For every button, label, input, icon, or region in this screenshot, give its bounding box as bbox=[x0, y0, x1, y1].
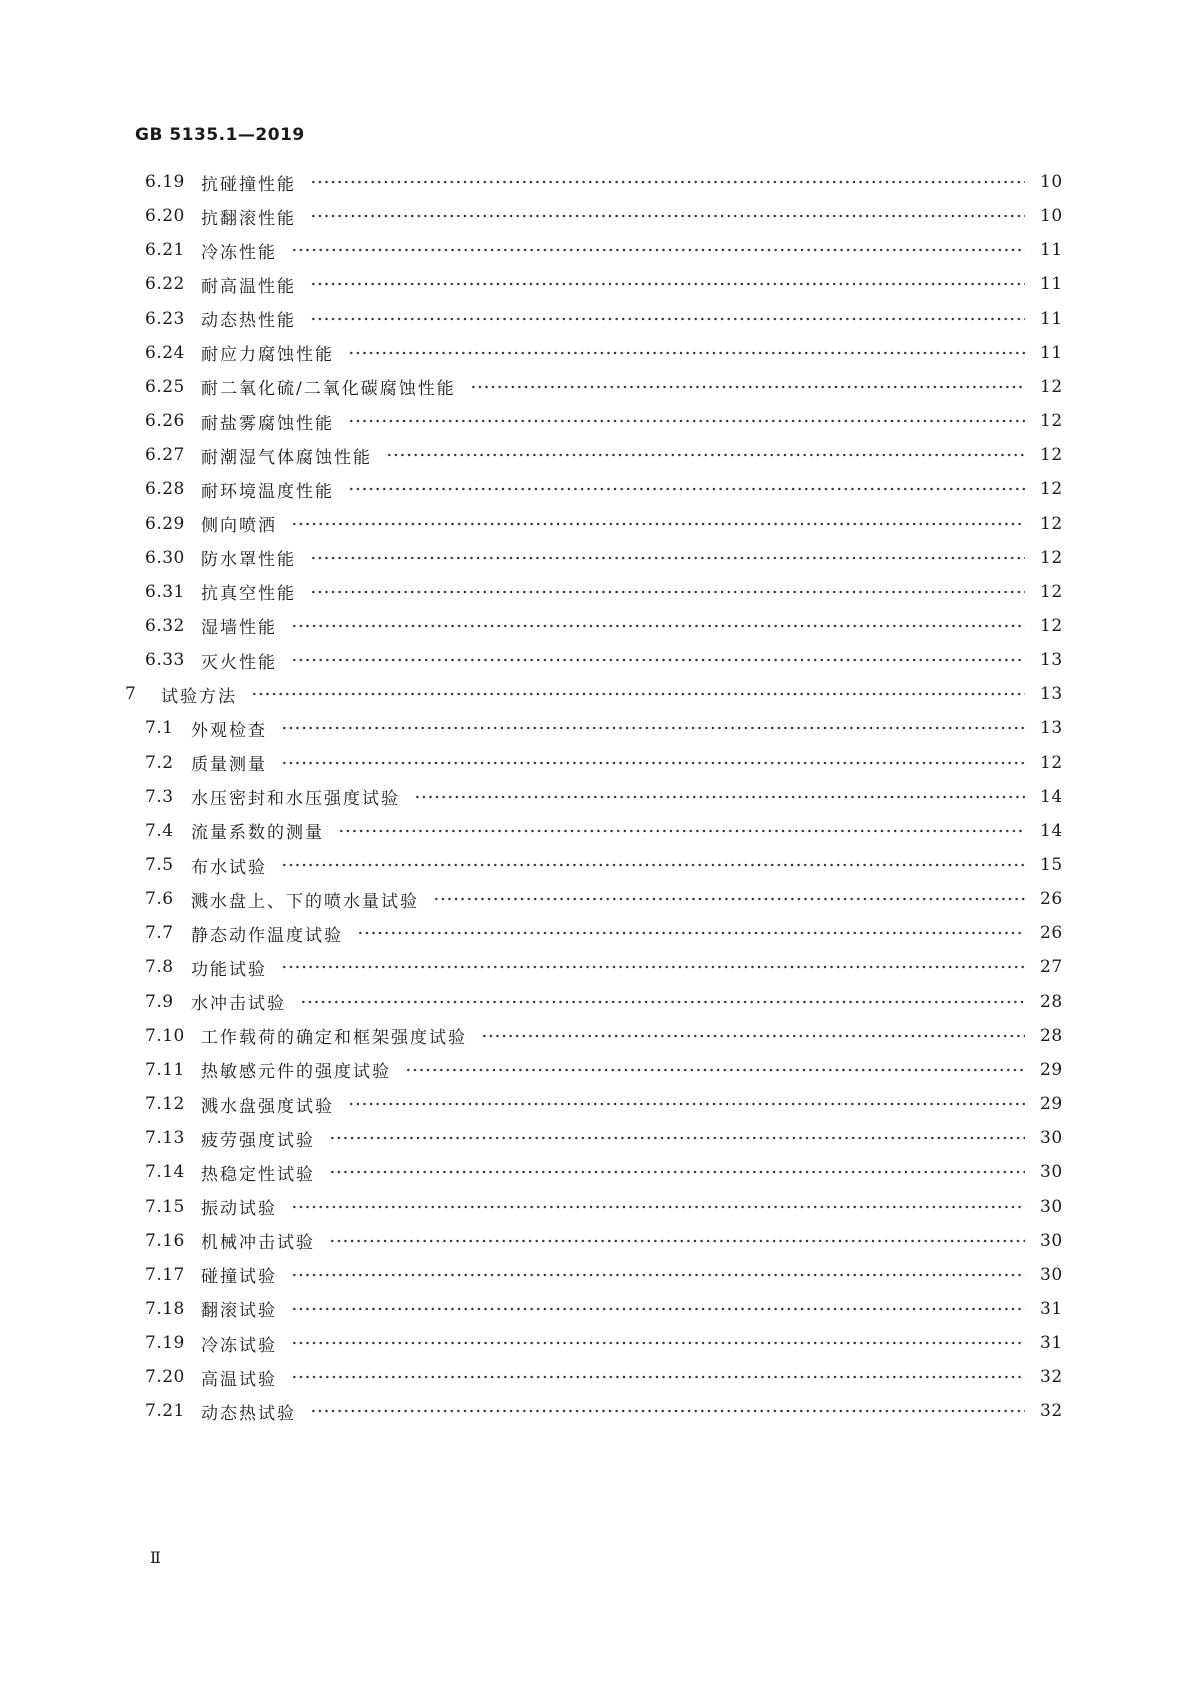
toc-leader-dots bbox=[348, 487, 1025, 491]
toc-entry-page: 13 bbox=[1040, 650, 1063, 671]
page-number: Ⅱ bbox=[150, 1548, 161, 1567]
toc-entry-title: 抗碰撞性能 bbox=[201, 174, 296, 195]
toc-entry-number: 7.9 bbox=[145, 991, 174, 1012]
toc-entry-title: 耐应力腐蚀性能 bbox=[201, 345, 334, 366]
toc-entry-title: 耐二氧化硫/二氧化碳腐蚀性能 bbox=[201, 379, 456, 400]
toc-entry-title: 冷冻性能 bbox=[201, 242, 277, 263]
toc-entry-title: 布水试验 bbox=[191, 857, 267, 878]
toc-entry-page: 31 bbox=[1040, 1298, 1063, 1319]
toc-leader-dots bbox=[348, 351, 1025, 355]
toc-entry-title: 抗真空性能 bbox=[201, 584, 296, 605]
toc-entry[interactable] bbox=[0, 403, 1191, 439]
toc-leader-dots bbox=[310, 556, 1025, 560]
toc-leader-dots bbox=[338, 829, 1025, 833]
toc-entry-page: 31 bbox=[1040, 1333, 1063, 1354]
toc-leader-dots bbox=[291, 624, 1025, 628]
toc-entry[interactable] bbox=[0, 745, 1191, 781]
toc-entry-page: 12 bbox=[1040, 411, 1063, 432]
toc-entry-number: 7.3 bbox=[145, 786, 174, 807]
toc-entry[interactable] bbox=[0, 1120, 1191, 1156]
toc-entry[interactable] bbox=[0, 813, 1191, 849]
toc-entry-page: 13 bbox=[1040, 718, 1063, 739]
toc-entry-page: 10 bbox=[1040, 206, 1063, 227]
toc-entry[interactable] bbox=[0, 471, 1191, 507]
toc-entry-title: 湿墙性能 bbox=[201, 618, 277, 639]
toc-entry-title: 动态热试验 bbox=[201, 1403, 296, 1424]
toc-leader-dots bbox=[386, 453, 1025, 457]
toc-entry-number: 7.11 bbox=[145, 1059, 185, 1080]
toc-leader-dots bbox=[310, 180, 1025, 184]
toc-entry-title: 耐盐雾腐蚀性能 bbox=[201, 413, 334, 434]
toc-leader-dots bbox=[310, 282, 1025, 286]
toc-entry-page: 32 bbox=[1040, 1401, 1063, 1422]
toc-entry-number: 6.22 bbox=[145, 274, 185, 295]
toc-entry[interactable] bbox=[0, 164, 1191, 200]
toc-entry-page: 12 bbox=[1040, 581, 1063, 602]
toc-entry-title: 工作载荷的确定和框架强度试验 bbox=[201, 1028, 467, 1049]
toc-entry[interactable] bbox=[0, 676, 1191, 712]
toc-entry-page: 27 bbox=[1040, 957, 1063, 978]
toc-entry[interactable] bbox=[0, 437, 1191, 473]
toc-entry-number: 7.2 bbox=[145, 752, 174, 773]
toc-leader-dots bbox=[348, 1102, 1025, 1106]
toc-entry[interactable] bbox=[0, 198, 1191, 234]
toc-entry-number: 6.26 bbox=[145, 411, 185, 432]
toc-entry-page: 11 bbox=[1040, 308, 1063, 329]
toc-entry-number: 6.32 bbox=[145, 615, 185, 636]
toc-entry-page: 30 bbox=[1040, 1162, 1063, 1183]
toc-leader-dots bbox=[291, 522, 1025, 526]
toc-entry-title: 疲劳强度试验 bbox=[201, 1130, 315, 1151]
toc-entry-title: 冷冻试验 bbox=[201, 1335, 277, 1356]
toc-entry-title: 灭火性能 bbox=[201, 652, 277, 673]
toc-entry-page: 11 bbox=[1040, 274, 1063, 295]
toc-leader-dots bbox=[291, 658, 1025, 662]
toc-leader-dots bbox=[291, 1307, 1025, 1311]
toc-leader-dots bbox=[405, 1068, 1025, 1072]
toc-entry-page: 30 bbox=[1040, 1128, 1063, 1149]
toc-entry[interactable] bbox=[0, 984, 1191, 1020]
toc-entry-title: 溅水盘上、下的喷水量试验 bbox=[191, 891, 419, 912]
toc-entry-page: 15 bbox=[1040, 855, 1063, 875]
toc-leader-dots bbox=[291, 248, 1025, 252]
toc-entry-title: 试验方法 bbox=[161, 686, 237, 707]
toc-entry-number: 7.12 bbox=[145, 1094, 185, 1115]
toc-entry-number: 7.7 bbox=[145, 923, 174, 944]
toc-entry[interactable] bbox=[0, 1393, 1191, 1429]
toc-entry-title: 高温试验 bbox=[201, 1369, 277, 1390]
toc-entry-number: 7.19 bbox=[145, 1333, 185, 1354]
toc-entry[interactable] bbox=[0, 847, 1191, 883]
toc-entry-page: 12 bbox=[1040, 547, 1063, 568]
toc-entry-number: 6.20 bbox=[145, 206, 185, 227]
toc-entry-number: 7.18 bbox=[145, 1298, 185, 1319]
toc-entry-number: 7.10 bbox=[145, 1025, 185, 1046]
toc-entry[interactable] bbox=[0, 369, 1191, 405]
toc-entry-title: 功能试验 bbox=[191, 959, 267, 980]
toc-entry-number: 7.20 bbox=[145, 1367, 185, 1388]
toc-entry[interactable] bbox=[0, 506, 1191, 542]
toc-entry-number: 7 bbox=[125, 684, 137, 705]
toc-entry[interactable] bbox=[0, 1154, 1191, 1190]
toc-entry-number: 6.21 bbox=[145, 240, 185, 261]
toc-leader-dots bbox=[251, 692, 1025, 696]
toc-leader-dots bbox=[348, 419, 1025, 423]
toc-entry[interactable] bbox=[0, 1189, 1191, 1225]
toc-entry-number: 7.16 bbox=[145, 1230, 185, 1251]
toc-leader-dots bbox=[481, 1034, 1025, 1038]
toc-entry[interactable] bbox=[0, 949, 1191, 985]
toc-entry-number: 7.5 bbox=[145, 855, 174, 875]
toc-entry-page: 30 bbox=[1040, 1264, 1063, 1285]
toc-leader-dots bbox=[291, 1205, 1025, 1209]
toc-entry-number: 7.8 bbox=[145, 957, 174, 978]
toc-entry-title: 碰撞试验 bbox=[201, 1267, 277, 1288]
toc-leader-dots bbox=[357, 931, 1025, 935]
toc-entry-page: 14 bbox=[1040, 820, 1063, 841]
toc-entry-title: 质量测量 bbox=[191, 755, 267, 776]
toc-entry[interactable] bbox=[0, 266, 1191, 302]
toc-entry[interactable] bbox=[0, 1223, 1191, 1259]
toc-entry-number: 7.21 bbox=[145, 1401, 185, 1422]
toc-entry[interactable] bbox=[0, 710, 1191, 746]
toc-leader-dots bbox=[310, 214, 1025, 218]
toc-entry-page: 30 bbox=[1040, 1230, 1063, 1251]
toc-leader-dots bbox=[414, 795, 1025, 799]
toc-entry-title: 机械冲击试验 bbox=[201, 1233, 315, 1254]
toc-entry-page: 11 bbox=[1040, 240, 1063, 261]
toc-entry[interactable] bbox=[0, 608, 1191, 644]
toc-entry-title: 溅水盘强度试验 bbox=[201, 1096, 334, 1117]
toc-entry-page: 12 bbox=[1040, 376, 1063, 397]
toc-entry[interactable] bbox=[0, 915, 1191, 951]
toc-entry-page: 30 bbox=[1040, 1196, 1063, 1217]
toc-entry-title: 振动试验 bbox=[201, 1199, 277, 1219]
toc-leader-dots bbox=[281, 965, 1025, 969]
toc-entry-number: 6.30 bbox=[145, 547, 185, 568]
toc-entry-number: 7.14 bbox=[145, 1162, 185, 1183]
toc-entry-title: 流量系数的测量 bbox=[191, 823, 324, 844]
toc-entry-page: 29 bbox=[1040, 1059, 1063, 1080]
toc-entry-number: 6.33 bbox=[145, 650, 185, 671]
toc-entry-page: 32 bbox=[1040, 1367, 1063, 1388]
toc-entry-page: 12 bbox=[1040, 445, 1063, 466]
toc-entry-page: 12 bbox=[1040, 615, 1063, 636]
toc-entry[interactable] bbox=[0, 1359, 1191, 1395]
toc-entry[interactable] bbox=[0, 642, 1191, 678]
toc-leader-dots bbox=[310, 1409, 1025, 1413]
toc-entry-page: 12 bbox=[1040, 479, 1063, 500]
toc-leader-dots bbox=[329, 1239, 1025, 1243]
toc-entry-number: 6.24 bbox=[145, 342, 185, 363]
toc-leader-dots bbox=[291, 1341, 1025, 1345]
toc-leader-dots bbox=[433, 897, 1025, 901]
toc-entry-title: 动态热性能 bbox=[201, 311, 296, 332]
toc-entry[interactable] bbox=[0, 1257, 1191, 1293]
toc-leader-dots bbox=[300, 1000, 1025, 1004]
toc-entry-number: 6.27 bbox=[145, 445, 185, 466]
toc-entry[interactable] bbox=[0, 779, 1191, 815]
toc-entry-number: 6.19 bbox=[145, 172, 185, 192]
toc-entry-page: 28 bbox=[1040, 991, 1063, 1012]
toc-leader-dots bbox=[329, 1170, 1025, 1174]
toc-leader-dots bbox=[291, 1375, 1025, 1379]
toc-entry[interactable] bbox=[0, 301, 1191, 337]
toc-leader-dots bbox=[291, 1273, 1025, 1277]
toc-entry-number: 7.4 bbox=[145, 820, 174, 841]
toc-entry-number: 7.6 bbox=[145, 889, 174, 910]
toc-entry-title: 抗翻滚性能 bbox=[201, 208, 296, 229]
toc-entry[interactable] bbox=[0, 335, 1191, 371]
toc-entry-page: 13 bbox=[1040, 684, 1063, 705]
toc-entry-number: 6.25 bbox=[145, 376, 185, 397]
toc-entry[interactable] bbox=[0, 232, 1191, 268]
toc-entry-number: 6.31 bbox=[145, 581, 185, 602]
toc-entry-number: 7.17 bbox=[145, 1264, 185, 1285]
toc-entry-title: 翻滚试验 bbox=[201, 1301, 277, 1322]
toc-entry-title: 耐高温性能 bbox=[201, 276, 296, 297]
toc-entry-title: 热稳定性试验 bbox=[201, 1164, 315, 1185]
toc-entry-page: 29 bbox=[1040, 1094, 1063, 1115]
toc-entry[interactable] bbox=[0, 1291, 1191, 1327]
toc-entry-page: 28 bbox=[1040, 1025, 1063, 1046]
toc-entry-title: 外观检查 bbox=[191, 720, 267, 741]
toc-entry[interactable] bbox=[0, 540, 1191, 576]
toc-entry-page: 11 bbox=[1040, 342, 1063, 363]
toc-entry-title: 耐环境温度性能 bbox=[201, 481, 334, 502]
toc-entry-number: 7.15 bbox=[145, 1196, 185, 1217]
toc-entry[interactable] bbox=[0, 1018, 1191, 1054]
toc-entry-title: 水冲击试验 bbox=[191, 994, 286, 1015]
toc-entry-title: 静态动作温度试验 bbox=[191, 925, 343, 946]
toc-entry-page: 26 bbox=[1040, 923, 1063, 944]
toc-leader-dots bbox=[281, 863, 1025, 867]
toc-entry[interactable] bbox=[0, 1086, 1191, 1122]
toc-entry[interactable] bbox=[0, 1052, 1191, 1088]
toc-leader-dots bbox=[310, 317, 1025, 321]
document-code: GB 5135.1—2019 bbox=[135, 125, 305, 145]
toc-entry-number: 6.29 bbox=[145, 513, 185, 534]
toc-entry-page: 12 bbox=[1040, 513, 1063, 534]
toc-entry[interactable] bbox=[0, 1325, 1191, 1361]
toc-entry-title: 水压密封和水压强度试验 bbox=[191, 789, 400, 810]
toc-entry-title: 侧向喷洒 bbox=[201, 516, 277, 536]
toc-entry-title: 防水罩性能 bbox=[201, 550, 296, 571]
toc-entry-number: 6.28 bbox=[145, 479, 185, 500]
toc-leader-dots bbox=[470, 385, 1025, 389]
toc-leader-dots bbox=[329, 1136, 1025, 1140]
toc-entry-page: 12 bbox=[1040, 752, 1063, 773]
toc-entry[interactable] bbox=[0, 881, 1191, 917]
toc-entry[interactable] bbox=[0, 574, 1191, 610]
toc-entry-page: 14 bbox=[1040, 786, 1063, 807]
toc-leader-dots bbox=[281, 761, 1025, 765]
toc-entry-number: 7.1 bbox=[145, 718, 174, 739]
toc-entry-title: 热敏感元件的强度试验 bbox=[201, 1062, 391, 1083]
toc-entry-page: 26 bbox=[1040, 889, 1063, 910]
toc-entry-title: 耐潮湿气体腐蚀性能 bbox=[201, 447, 372, 468]
toc-entry-number: 7.13 bbox=[145, 1128, 185, 1149]
toc-leader-dots bbox=[281, 726, 1025, 730]
toc-entry-page: 10 bbox=[1040, 172, 1063, 192]
toc-entry-number: 6.23 bbox=[145, 308, 185, 329]
toc-leader-dots bbox=[310, 590, 1025, 594]
